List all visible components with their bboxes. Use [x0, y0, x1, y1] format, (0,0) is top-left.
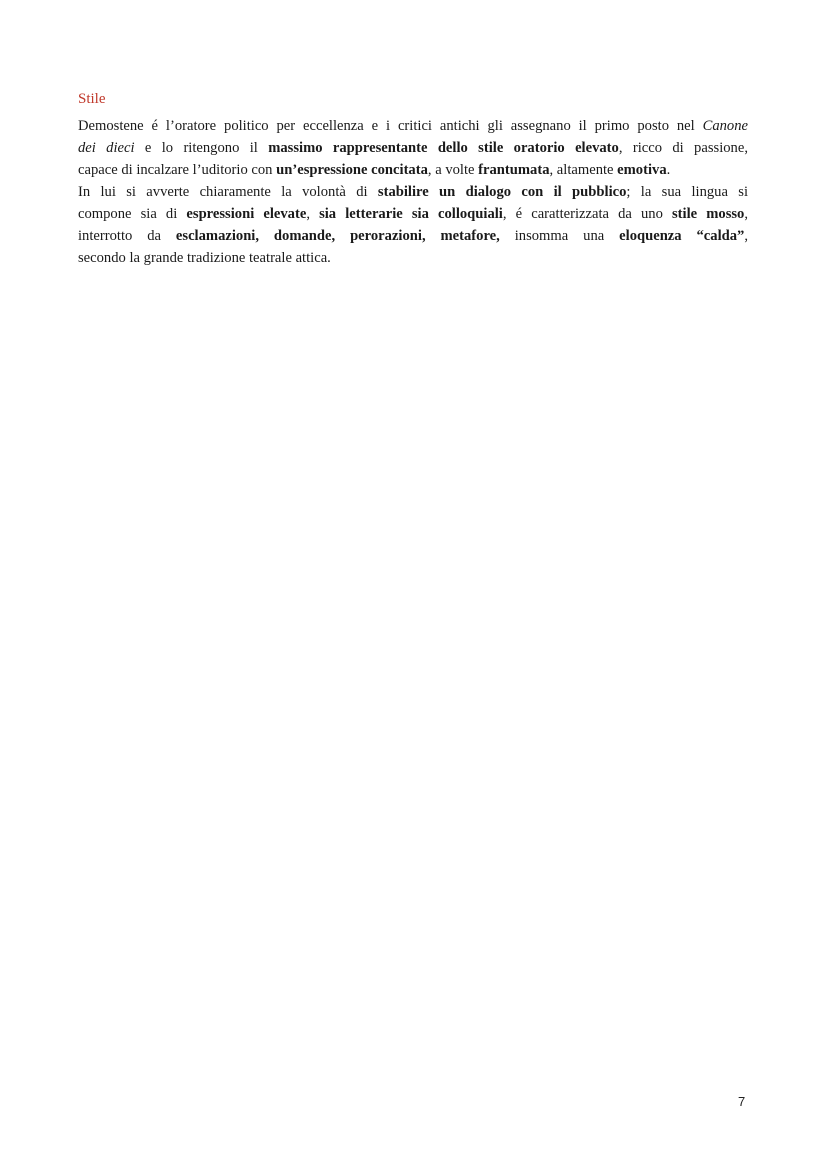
bold-text: massimo rappresentante dello stile oratorio elevato — [268, 140, 619, 156]
text-run: , é caratterizzata da uno — [502, 206, 672, 222]
text-line — [78, 137, 748, 159]
text-line — [78, 247, 748, 269]
bold-text: un’espressione concitata — [276, 162, 428, 178]
section-heading: Stile — [78, 91, 106, 107]
bold-text: esclamazioni, domande, perorazioni, metafore, — [175, 228, 500, 244]
text-run: interrotto da — [78, 228, 176, 244]
bold-text: espressioni elevate — [186, 206, 307, 222]
text-run: , — [744, 206, 749, 222]
text-line — [78, 203, 748, 225]
text-run: Demostene é l’oratore politico per eccellenza e i critici antichi gli assegnano il primo posto nel — [78, 118, 703, 134]
text-run: , altamente — [549, 162, 618, 178]
body-paragraph — [78, 115, 748, 269]
text-run: , ricco di passione, — [618, 140, 748, 156]
bold-text: eloquenza “calda” — [619, 228, 745, 244]
text-line — [78, 225, 748, 247]
text-run: insomma una — [499, 228, 620, 244]
text-run: . — [666, 162, 671, 178]
bold-text: emotiva — [617, 162, 667, 178]
text-line — [78, 115, 748, 137]
text-run: secondo la grande tradizione teatrale attica. — [78, 250, 331, 266]
text-run: , — [306, 206, 320, 222]
bold-text: stabilire un dialogo con il pubblico — [377, 184, 627, 200]
text-run: , — [744, 228, 748, 244]
text-run: compone sia di — [78, 206, 187, 222]
text-line — [78, 181, 748, 203]
italic-text: Canone — [702, 118, 748, 134]
bold-text: sia letterarie sia colloquiali — [319, 206, 503, 222]
text-run: , a volte — [427, 162, 479, 178]
text-run: e lo ritengono il — [134, 140, 269, 156]
bold-text: frantumata — [478, 162, 550, 178]
page-number: 7 — [738, 1094, 746, 1109]
italic-text: dei dieci — [78, 140, 135, 156]
text-run: ; la sua lingua si — [626, 184, 749, 200]
text-run: capace di incalzare l’uditorio con — [78, 162, 277, 178]
bold-text: stile mosso — [672, 206, 745, 222]
text-run: In lui si avverte chiaramente la volontà di — [78, 184, 378, 200]
text-line — [78, 159, 748, 181]
